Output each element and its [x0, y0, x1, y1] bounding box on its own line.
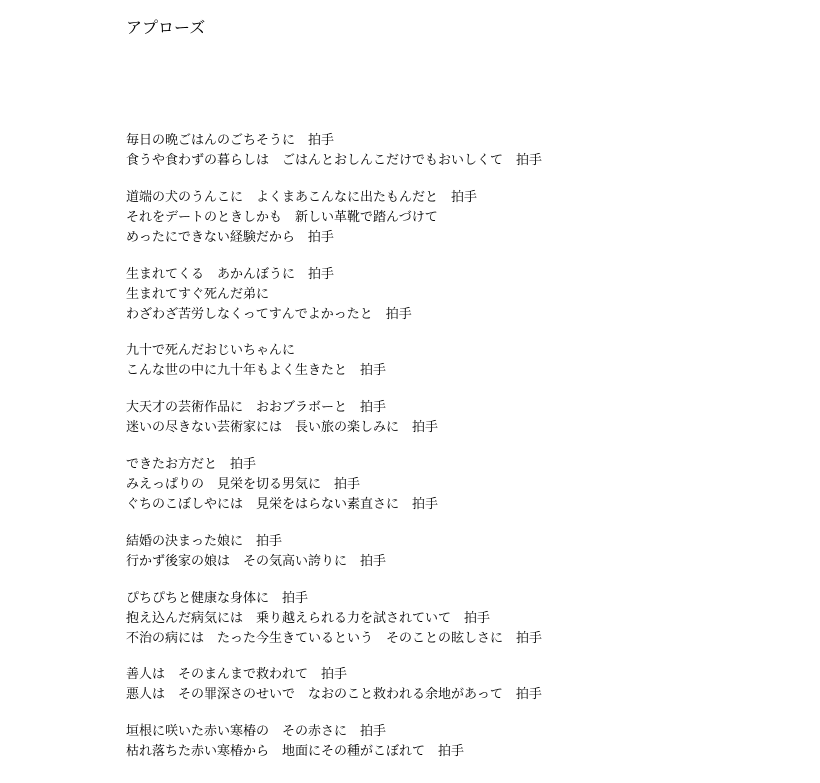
- poem-line: 抱え込んだ病気には 乗り越えられる力を試されていて 拍手: [126, 610, 491, 626]
- stanza-8: [126, 589, 806, 649]
- stanza-5: [126, 398, 806, 438]
- stanza-9: [126, 665, 806, 705]
- stanza-7: [126, 532, 806, 572]
- stanza-2: [126, 188, 806, 248]
- poem-line: 行かず後家の娘は その気高い誇りに 拍手: [126, 553, 387, 569]
- poem-line: 毎日の晩ごはんのごちそうに 拍手: [126, 133, 335, 148]
- poem-line: 垣根に咲いた赤い寒椿の その赤さに 拍手: [126, 724, 387, 740]
- stanza-10: [126, 722, 806, 762]
- poem-line: 九十で死んだおじいちゃんに: [126, 343, 296, 359]
- poem-line: 枯れ落ちた赤い寒椿から 地面にその種がこぼれて 拍手: [126, 744, 465, 760]
- poem-line: 生まれてすぐ死んだ弟に: [126, 286, 270, 302]
- poem-line: ぴちぴちと健康な身体に 拍手: [126, 590, 309, 606]
- poem-title: アプローズ: [126, 18, 206, 37]
- poem-body: [126, 131, 806, 779]
- poem-line: 食うや食わずの暮らしは ごはんとおしんこだけでもおいしくて 拍手: [126, 153, 543, 168]
- poem-line: 道端の犬のうんこに よくまあこんなに出たもんだと 拍手: [126, 189, 478, 205]
- poem-line: 悪人は その罪深さのせいで なおのこと救われる余地があって 拍手: [126, 687, 542, 703]
- poem-line: みえっぱりの 見栄を切る男気に 拍手: [126, 476, 361, 492]
- poem-line: できたお方だと 拍手: [126, 456, 257, 472]
- poem-line: ぐちのこぼしやには 見栄をはらない素直さに 拍手: [126, 496, 439, 512]
- poem-line: 迷いの尽きない芸術家には 長い旅の楽しみに 拍手: [126, 420, 439, 436]
- stanza-1: [126, 131, 806, 171]
- poem-line: 善人は そのまんまで救われて 拍手: [126, 667, 348, 683]
- stanza-3: [126, 265, 806, 325]
- poem-line: 不治の病には たった今生きているという そのことの眩しさに 拍手: [126, 630, 543, 646]
- poem-line: わざわざ苦労しなくってすんでよかったと 拍手: [126, 306, 412, 322]
- poem-line: めったにできない経験だから 拍手: [126, 229, 334, 245]
- poem-line: 結婚の決まった娘に 拍手: [126, 533, 283, 549]
- stanza-6: [126, 455, 806, 515]
- stanza-4: [126, 341, 806, 381]
- poem-line: 大天才の芸術作品に おおブラボーと 拍手: [126, 400, 387, 416]
- poem-line: 生まれてくる あかんぼうに 拍手: [126, 266, 335, 282]
- poem-line: それをデートのときしかも 新しい革靴で踏んづけて: [126, 209, 438, 225]
- poem-line: こんな世の中に九十年もよく生きたと 拍手: [126, 363, 387, 379]
